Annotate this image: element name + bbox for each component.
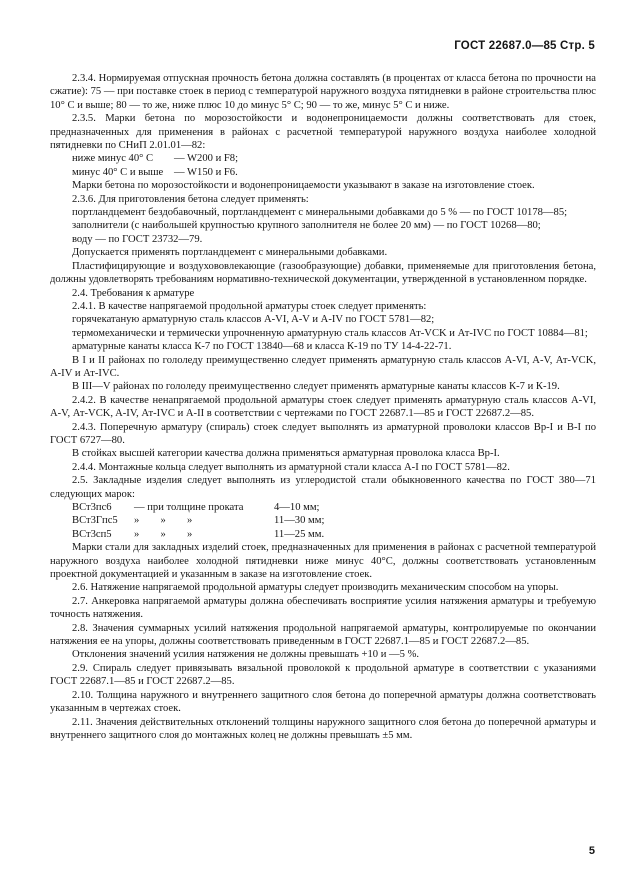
clause-2-5: 2.5. Закладные изделия следует выполнять из углеродистой стали обыкновенного качества по ГОСТ 380—71 следующих марок: xyxy=(50,475,596,500)
steel-mark-2-grade: ВСт3Гпс5 xyxy=(72,515,118,527)
clause-2-3-6: 2.3.6. Для приготовления бетона следует применять: xyxy=(72,193,309,205)
clause-2-4-2: 2.4.2. В качестве ненапрягаемой продольной арматуры стоек следует применять арматурную сталь классов A-VI, A-V, Ат-VCK, A-IV, Ат-IVC и A-II в соответствии с чертежами по ГОСТ 22687.1—85 и ГОСТ 22687.2—85. xyxy=(50,394,596,420)
grade-row-2-value: — W150 и F6. xyxy=(174,166,238,178)
clause-2-4-1-thermo: термомеханически и термически упрочненную арматурную сталь классов Ат-VCK и Ат-IVC по ГОСТ 10884—81; xyxy=(72,327,588,339)
clause-2-3-4: 2.3.4. Нормируемая отпускная прочность бетона должна составлять (в процентах от класса бетона по прочности на сжатие): 75 — при поставке стоек в период с температурой наружного воздуха пятидневки в районе строительства плюс 10° С и выше; 80 — то же, ниже плюс 10 до минус 5° С; 90 — то же, минус 5° С и ниже. xyxy=(50,73,596,111)
steel-mark-3-condition: » » » xyxy=(134,528,193,540)
grade-row-2-condition: минус 40° С и выше xyxy=(72,166,164,178)
clause-2-8-tolerance: Отклонения значений усилия натяжения не должны превышать +10 и —5 %. xyxy=(72,649,420,661)
grade-row-1 xyxy=(50,152,596,165)
clause-2-4-1-regions-3-5: В III—V районах по гололеду преимущественно следует применять арматурные канаты классов К-7 и К-19. xyxy=(72,381,560,393)
page-header: ГОСТ 22687.0—85 Стр. 5 xyxy=(454,40,595,52)
steel-mark-row-2 xyxy=(50,514,596,527)
clause-2-9: 2.9. Спираль следует привязывать вязальной проволокой к продольной арматуре в соответствии с указаниями ГОСТ 22687.1—85 и ГОСТ 22687.2—85. xyxy=(50,662,596,688)
clause-2-10: 2.10. Толщина наружного и внутреннего защитного слоя бетона до поперечной арматуры должна соответствовать указанным в чертежах стоек. xyxy=(50,689,596,715)
clause-2-3-5: 2.3.5. Марки бетона по морозостойкости и водонепроницаемости должны соответствовать для стоек, предназначенных для применения в районах с расчетной температурой наружного воздуха наиболее холодной пятидневки по СНиП 2.01.01—82: xyxy=(50,113,596,152)
clause-2-3-6-allowed: Допускается применять портландцемент с минеральными добавками. xyxy=(72,247,388,259)
clause-2-4-1-hot-rolled: горячекатаную арматурную сталь классов A-VI, A-V и A-IV по ГОСТ 5781—82; xyxy=(72,314,435,326)
steel-mark-1-range: 4—10 мм; xyxy=(274,502,320,513)
clause-2-8: 2.8. Значения суммарных усилий натяжения продольной напрягаемой арматуры, контролируемые по окончании натяжения ее на упоры, должны соответствовать приведенным в ГОСТ 22687.1—85 и ГОСТ 22687.2—85. xyxy=(50,622,596,648)
steel-mark-2-condition: » » » xyxy=(134,515,193,527)
steel-mark-row-3 xyxy=(50,528,596,541)
section-2-4-heading: 2.4. Требования к арматуре xyxy=(72,287,195,299)
clause-2-7: 2.7. Анкеровка напрягаемой арматуры должна обеспечивать восприятие усилия натяжения арматуры и требуемую точность натяжения. xyxy=(50,595,596,621)
page-number: 5 xyxy=(588,845,595,857)
page-body xyxy=(50,72,596,742)
clause-2-3-6-water: воду — по ГОСТ 23732—79. xyxy=(72,233,203,245)
steel-mark-2-range: 11—30 мм; xyxy=(274,515,325,527)
clause-2-4-3: 2.4.3. Поперечную арматуру (спираль) стоек следует выполнять из арматурной проволоки классов Вр-I и В-I по ГОСТ 6727—80. xyxy=(50,421,596,446)
grade-row-1-condition: ниже минус 40° С xyxy=(72,153,154,165)
clause-2-4-3-top-quality: В стойках высшей категории качества должна применяться арматурная проволока класса Вр-I. xyxy=(72,448,500,460)
steel-mark-1-grade: ВСт3пс6 xyxy=(72,502,112,513)
clause-2-4-4: 2.4.4. Монтажные кольца следует выполнять из арматурной стали класса A-I по ГОСТ 5781—82. xyxy=(72,461,510,473)
clause-2-6: 2.6. Натяжение напрягаемой продольной арматуры следует производить механическим способом на упоры. xyxy=(72,582,559,594)
clause-2-5-note: Марки стали для закладных изделий стоек, предназначенных для применения в районах с расчетной температурой наружного воздуха наиболее холодной пятидневки ниже минус 40°С, должны соответствовать установленным проектной документацией и указанным в заказе на изготовление стоек. xyxy=(50,542,596,581)
clause-2-3-6-additives: Пластифицирующие и воздухововлекающие (газообразующие) добавки, применяемые для приготовления бетона, должны удовлетворять требованиям нормативно-технической документации, утвержденной в установленном порядке. xyxy=(50,260,596,286)
steel-mark-3-range: 11—25 мм. xyxy=(274,528,325,540)
grade-row-1-value: — W200 и F8; xyxy=(174,153,239,165)
clause-2-3-6-cement: портландцемент бездобавочный, портландцемент с минеральными добавками до 5 % — по ГОСТ 10178—85; xyxy=(72,207,568,219)
clause-2-3-5-note: Марки бетона по морозостойкости и водонепроницаемости указывают в заказе на изготовление стоек. xyxy=(72,180,535,192)
clause-2-4-1: 2.4.1. В качестве напрягаемой продольной арматуры стоек следует применять: xyxy=(72,300,427,312)
grade-row-2 xyxy=(50,166,596,179)
steel-mark-1-condition: — при толщине проката xyxy=(134,502,244,513)
clause-2-3-6-aggregate: заполнители (с наибольшей крупностью крупного заполнителя не более 20 мм) — по ГОСТ 10268—80; xyxy=(72,220,541,232)
clause-2-4-1-ropes: арматурные канаты класса К-7 по ГОСТ 13840—68 и класса К-19 по ТУ 14-4-22-71. xyxy=(72,341,452,353)
clause-2-11: 2.11. Значения действительных отклонений толщины наружного защитного слоя бетона до поперечной арматуры и внутреннего защитного слоя до монтажных колец не должны превышать ±5 мм. xyxy=(50,716,596,741)
steel-mark-row-1 xyxy=(50,501,596,514)
clause-2-4-1-regions-1-2: В I и II районах по гололеду преимущественно следует применять арматурную сталь классов A-VI, A-V, Ат-VCK, A-IV и Ат-IVC. xyxy=(50,354,596,379)
steel-mark-3-grade: ВСт3сп5 xyxy=(72,528,112,540)
